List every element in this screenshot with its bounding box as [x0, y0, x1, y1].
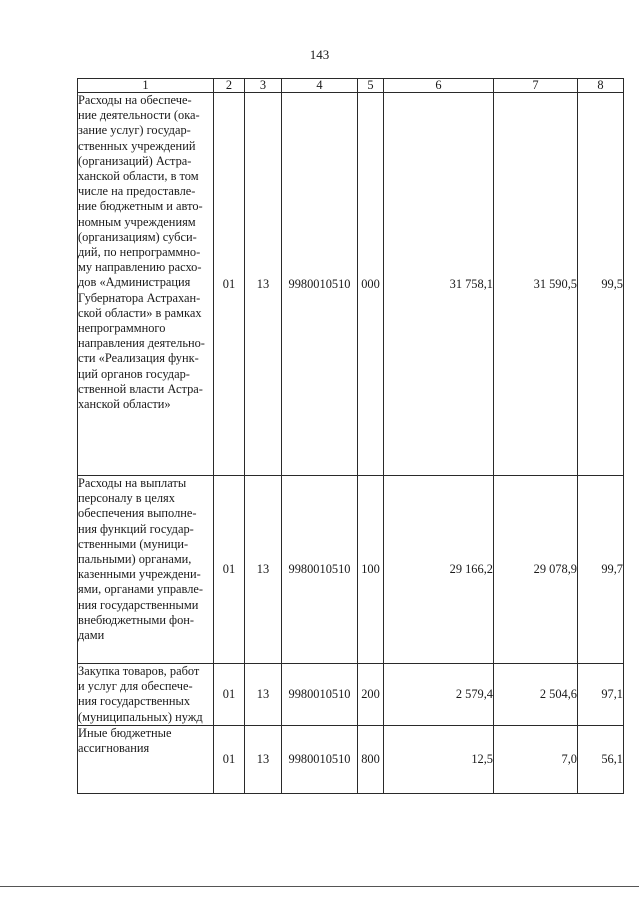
description-line: Закупка товаров, работ — [78, 664, 200, 678]
row-description — [78, 664, 214, 726]
section-code: 01 — [214, 725, 245, 793]
table-row — [78, 664, 624, 726]
description-line: обеспечения выполне- — [78, 506, 197, 521]
table-row — [78, 93, 624, 476]
row-description — [78, 725, 214, 793]
page-number: 143 — [309, 47, 330, 62]
section-code: 01 — [214, 664, 245, 726]
execution-percent: 56,1 — [578, 725, 624, 793]
subsection-code: 13 — [245, 725, 282, 793]
budget-table — [77, 78, 624, 794]
expense-type-code: 000 — [358, 93, 384, 476]
expense-type-code: 200 — [358, 664, 384, 726]
description-line: пальными) органами, — [78, 552, 192, 567]
description-line: ственной власти Астра- — [78, 381, 203, 396]
section-code: 01 — [214, 93, 245, 476]
row-description — [78, 93, 214, 476]
executed-amount: 7,0 — [494, 725, 578, 793]
target-article-code: 9980010510 — [282, 93, 358, 476]
section-code: 01 — [214, 476, 245, 664]
description-line: ственными (муници- — [78, 536, 189, 551]
header-cell-4: 4 — [282, 79, 358, 93]
description-line: дов «Администрация — [78, 275, 191, 290]
description-line: дами — [78, 628, 105, 643]
description-line: ственных учреждений — [78, 138, 196, 153]
description-line: му направлению расхо- — [78, 260, 202, 275]
executed-amount: 29 078,9 — [494, 476, 578, 664]
expense-type-code: 800 — [358, 725, 384, 793]
description-line: ями, органами управле- — [78, 582, 204, 597]
description-line: (муниципальных) нужд — [78, 709, 203, 724]
description-line: ассигнования — [78, 741, 150, 756]
table-row — [78, 725, 624, 793]
execution-percent: 97,1 — [578, 664, 624, 726]
description-line: ния государственных — [78, 694, 191, 709]
page-bottom-rule — [0, 886, 639, 887]
description-line: Губернатора Астрахан- — [78, 290, 201, 305]
description-line: дий, по непрограммно- — [78, 245, 201, 260]
description-line: и услуг для обеспече- — [78, 679, 193, 694]
subsection-code: 13 — [245, 476, 282, 664]
description-line: ние деятельности (ока- — [78, 108, 200, 123]
description-line: зание услуг) государ- — [78, 123, 191, 138]
execution-percent: 99,7 — [578, 476, 624, 664]
header-cell-2: 2 — [214, 79, 245, 93]
description-line: ской области» в рамках — [78, 305, 202, 320]
description-line: Иные бюджетные — [78, 725, 172, 740]
description-line: направления деятельно- — [78, 336, 205, 351]
description-line: номным учреждениям — [78, 214, 196, 229]
description-line: Расходы на выплаты — [78, 476, 187, 490]
description-line: персоналу в целях — [78, 491, 175, 506]
header-cell-6: 6 — [384, 79, 494, 93]
header-cell-8: 8 — [578, 79, 624, 93]
table-row — [78, 476, 624, 664]
header-cell-1: 1 — [78, 79, 214, 93]
description-line: ния государственными — [78, 597, 199, 612]
planned-amount: 2 579,4 — [384, 664, 494, 726]
subsection-code: 13 — [245, 664, 282, 726]
target-article-code: 9980010510 — [282, 725, 358, 793]
description-line: (организаций) Астра- — [78, 153, 192, 168]
description-line: непрограммного — [78, 321, 166, 336]
description-line: Расходы на обеспече- — [78, 93, 192, 107]
planned-amount: 31 758,1 — [384, 93, 494, 476]
header-cell-5: 5 — [358, 79, 384, 93]
description-line: внебюджетными фон- — [78, 612, 195, 627]
header-cell-3: 3 — [245, 79, 282, 93]
description-line: ханской области, в том — [78, 169, 199, 184]
expense-type-code: 100 — [358, 476, 384, 664]
description-line: ханской области» — [78, 397, 171, 412]
target-article-code: 9980010510 — [282, 664, 358, 726]
header-cell-7: 7 — [494, 79, 578, 93]
description-line: (организациям) субси- — [78, 229, 197, 244]
description-line: ций органов государ- — [78, 366, 190, 381]
description-line: ния функций государ- — [78, 521, 194, 536]
description-line: ние бюджетным и авто- — [78, 199, 203, 214]
subsection-code: 13 — [245, 93, 282, 476]
planned-amount: 12,5 — [384, 725, 494, 793]
executed-amount: 31 590,5 — [494, 93, 578, 476]
description-line: казенными учреждени- — [78, 567, 201, 582]
description-line: числе на предоставле- — [78, 184, 196, 199]
executed-amount: 2 504,6 — [494, 664, 578, 726]
row-description — [78, 476, 214, 664]
header-row — [78, 79, 624, 93]
description-line: сти «Реализация функ- — [78, 351, 199, 366]
execution-percent: 99,5 — [578, 93, 624, 476]
target-article-code: 9980010510 — [282, 476, 358, 664]
planned-amount: 29 166,2 — [384, 476, 494, 664]
